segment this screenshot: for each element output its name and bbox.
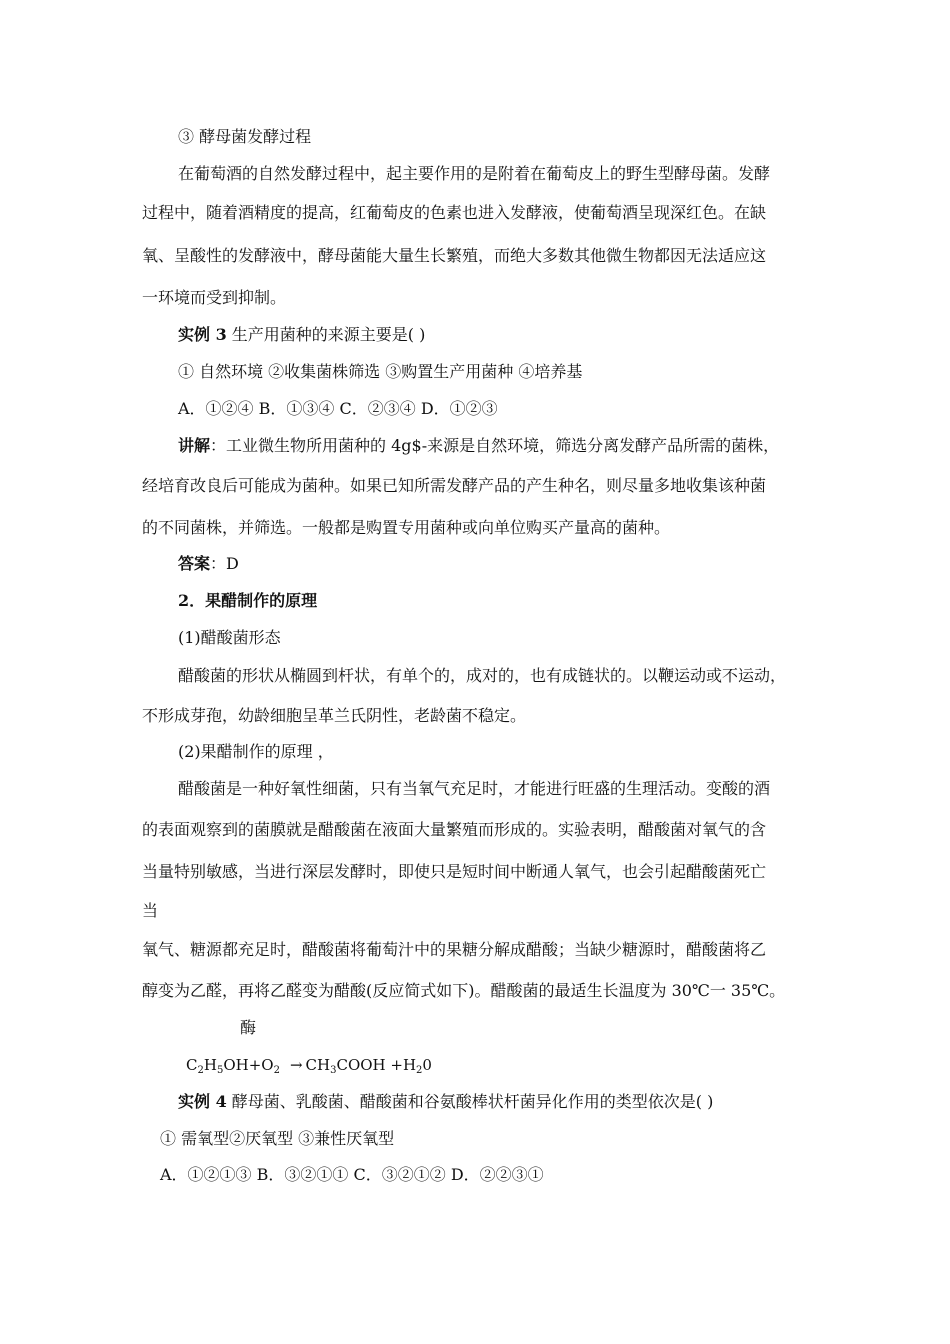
section-heading: 2．果醋制作的原理 [178,591,318,610]
answer-value: ：D [210,554,239,573]
example-label: 实例 4 [178,1092,227,1111]
example-3-question [178,325,425,345]
paragraph-line: 当 [142,901,159,920]
explanation-line [178,436,779,456]
answer-label: 答案 [178,554,211,573]
reaction-arrow: → [289,1056,303,1074]
example-label: 实例 3 [178,325,227,344]
question-text: 酵母菌、乳酸菌、醋酸菌和谷氨酸棒状杆菌异化作用的类型依次是( ) [226,1092,714,1111]
enzyme-label: 酶 [240,1018,257,1037]
example-4-options: A．①②①③ B．③②①① C．③②①② D．②②③① [160,1165,544,1184]
example-3-options: A．①②④ B．①③④ C．②③④ D．①②③ [178,399,498,418]
example-3-items: ① 自然环境 ②收集菌株筛选 ③购置生产用菌种 ④培养基 [178,362,583,381]
paragraph-line: 当量特别敏感，当进行深层发酵时，即使只是短时间中断通人氧气，也会引起醋酸菌死亡 [142,862,767,881]
paragraph-line: 醋酸菌是一种好氧性细菌，只有当氧气充足时，才能进行旺盛的生理活动。变酸的酒 [178,779,771,798]
section-header: ③ 酵母菌发酵过程 [178,127,312,146]
paragraph-line: 不形成芽孢，幼龄细胞呈革兰氏阴性，老龄菌不稳定。 [142,706,527,725]
paragraph-line: 过程中，随着酒精度的提高，红葡萄皮的色素也进入发酵液，使葡萄酒呈现深红色。在缺 [142,203,767,222]
explanation-label: 讲解 [178,436,211,455]
example-4-items: ① 需氧型②厌氧型 ③兼性厌氧型 [160,1129,395,1148]
subheading: (2)果醋制作的原理 ， [178,742,334,761]
paragraph-line: 一环境而受到抑制。 [142,288,287,307]
paragraph-line: 氧气、糖源都充足时，醋酸菌将葡萄汁中的果糖分解成醋酸；当缺少糖源时，醋酸菌将乙 [142,940,767,959]
question-text: 生产用菌种的来源主要是( ) [226,325,426,344]
answer-line [178,554,239,574]
explanation-line: 经培育改良后可能成为菌种。如果已知所需发酵产品的产生种名，则尽量多地收集该种菌 [142,476,767,495]
paragraph-line: 氧、呈酸性的发酵液中，酵母菌能大量生长繁殖，而绝大多数其他微生物都因无法适应这 [142,246,767,265]
chemical-equation: $C_2H_5OH+O_2$ → $CH_3COOH +H_20$ [186,1056,432,1076]
subheading: (1)醋酸菌形态 [178,628,281,647]
example-4-question [178,1092,713,1112]
paragraph-line: 醋酸菌的形状从椭圆到杆状，有单个的，成对的，也有成链状的。以鞭运动或不运动， [178,666,787,685]
paragraph-line: 的表面观察到的菌膜就是醋酸菌在液面大量繁殖而形成的。实验表明，醋酸菌对氧气的含 [142,820,767,839]
paragraph-line: 在葡萄酒的自然发酵过程中，起主要作用的是附着在葡萄皮上的野生型酵母菌。发酵 [178,164,771,183]
explanation-line: 的不同菌株，并筛选。一般都是购置专用菌种或向单位购买产量高的菌种。 [142,518,671,537]
explanation-text: ：工业微生物所用菌种的 4g$-来源是自然环境，筛选分离发酵产品所需的菌株， [210,436,780,455]
paragraph-line: 醇变为乙醛，再将乙醛变为醋酸(反应简式如下)。醋酸菌的最适生长温度为 30℃一 35℃。 [142,981,786,1000]
